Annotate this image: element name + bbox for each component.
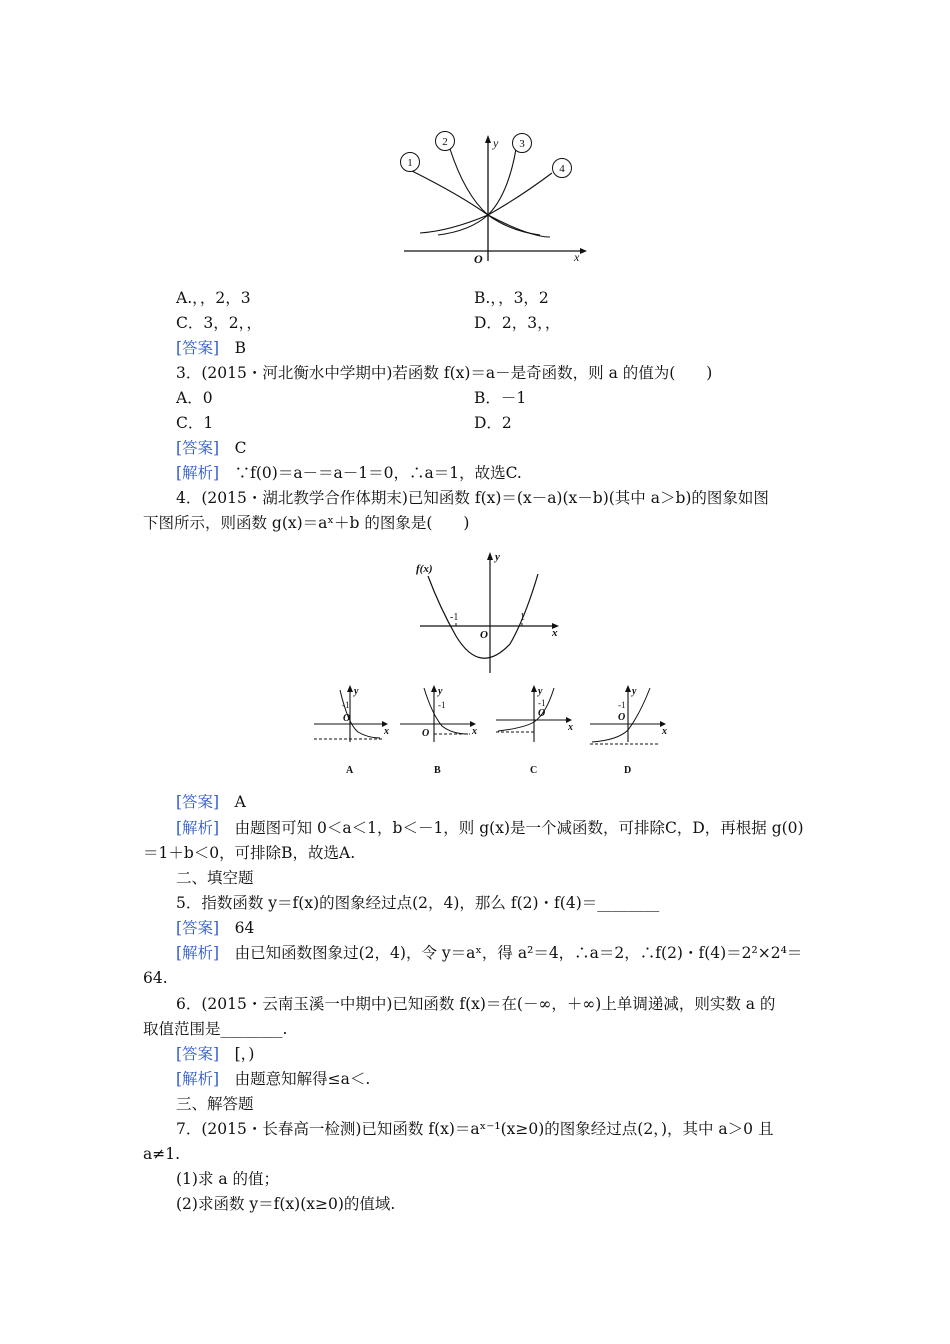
q6-analysis — [176, 1069, 370, 1089]
function-label: f(x) — [416, 563, 433, 575]
section-heading-solve: 三、解答题 — [176, 1095, 254, 1113]
svg-text:O: O — [538, 708, 546, 719]
svg-text:-1: -1 — [618, 700, 626, 710]
y-axis-label: y — [495, 551, 500, 563]
q3-option-b: B．－1 — [474, 389, 527, 407]
q5-analysis-line-1 — [176, 943, 802, 963]
choice-letter: A — [346, 765, 354, 776]
analysis-text: ∵f(0)＝a－＝a－1＝0，∴a＝1，故选C. — [234, 464, 522, 482]
q2-answer — [176, 338, 246, 358]
answer-tag: [答案] — [176, 1045, 220, 1063]
q2-option-d: D．2，3，， — [474, 314, 561, 332]
curve-3 — [438, 149, 516, 235]
svg-text:O: O — [618, 712, 626, 723]
answer-value: [，) — [234, 1045, 255, 1063]
origin-label: O — [480, 629, 488, 641]
svg-text:y: y — [354, 686, 359, 697]
curve-1 — [412, 171, 550, 237]
x-axis-label: x — [574, 250, 580, 264]
svg-text:x: x — [662, 726, 667, 737]
choice-letter: B — [434, 765, 441, 776]
svg-text:-1: -1 — [438, 700, 446, 710]
label-4-circle — [553, 159, 572, 178]
analysis-text: 由题意知解得≤a＜. — [234, 1070, 371, 1088]
svg-text:-1: -1 — [538, 698, 546, 708]
choice-graph-a — [310, 684, 392, 774]
q2-option-b: B.，，3，2 — [474, 289, 549, 307]
svg-text:x: x — [384, 726, 389, 737]
origin-label: O — [474, 252, 483, 266]
y-axis-arrow — [487, 552, 493, 560]
q3-analysis — [176, 463, 522, 483]
answer-value: 64 — [234, 919, 255, 937]
q2-option-a: A.，，2，3 — [176, 289, 251, 307]
answer-value: B — [234, 339, 247, 357]
analysis-tag: [解析] — [176, 944, 220, 962]
q2-option-c: C．3，2，， — [176, 314, 262, 332]
svg-text:x: x — [472, 726, 477, 737]
svg-text:x: x — [568, 722, 573, 733]
q3-answer — [176, 438, 247, 458]
answer-tag: [答案] — [176, 439, 220, 457]
q4-stem-line-2: 下图所示，则函数 g(x)＝aˣ＋b 的图象是( ) — [143, 514, 470, 532]
analysis-tag: [解析] — [176, 819, 220, 837]
answer-tag: [答案] — [176, 793, 220, 811]
q3-stem: 3．(2015・河北衡水中学期中)若函数 f(x)＝a－是奇函数，则 a 的值为( ) — [176, 364, 713, 382]
q6-stem-line-2: 取值范围是________. — [143, 1020, 288, 1038]
choice-graph-c — [494, 684, 576, 774]
analysis-text: 由已知函数图象过(2，4)，令 y＝aˣ，得 a²＝4，∴a＝2，∴f(2)・f(4)＝2²×2⁴＝ — [234, 944, 803, 962]
q5-analysis-line-2: 64. — [143, 969, 168, 987]
section-heading-fill-in: 二、填空题 — [176, 869, 254, 887]
choice-letter: D — [624, 765, 632, 776]
x-axis-label: x — [552, 627, 558, 639]
svg-text:-1: -1 — [342, 700, 350, 710]
q4-stem-line-1: 4．(2015・湖北教学合作体期末)已知函数 f(x)＝(x－a)(x－b)(其中 a＞b)的图象如图 — [176, 489, 769, 507]
y-axis-arrow — [485, 135, 491, 143]
label-3-circle — [513, 134, 532, 153]
label-2-text: 2 — [442, 136, 448, 148]
x-axis-arrow — [580, 248, 587, 254]
q3-option-a: A．0 — [176, 389, 213, 407]
answer-tag: [答案] — [176, 339, 220, 357]
answer-tag: [答案] — [176, 919, 220, 937]
exponential-curves-figure — [390, 125, 590, 265]
svg-text:y: y — [438, 686, 443, 697]
analysis-tag: [解析] — [176, 464, 220, 482]
svg-text:O: O — [343, 713, 351, 724]
label-4-text: 4 — [559, 163, 565, 175]
answer-value: A — [234, 793, 246, 811]
choice-letter: C — [530, 765, 538, 776]
svg-text:O: O — [422, 728, 430, 739]
svg-text:y: y — [538, 686, 543, 697]
tick-neg-one: -1 — [450, 612, 459, 623]
q6-answer — [176, 1044, 254, 1064]
answer-value: C — [234, 439, 247, 457]
q6-stem-line-1: 6．(2015・云南玉溪一中期中)已知函数 f(x)＝在(－∞，＋∞)上单调递减，则实数 a 的 — [176, 995, 776, 1013]
q7-part-2: (2)求函数 y＝f(x)(x≥0)的值域. — [176, 1195, 396, 1213]
q3-option-d: D．2 — [474, 414, 512, 432]
q4-answer — [176, 792, 246, 812]
label-1-text: 1 — [407, 157, 413, 169]
tick-pos-one: 1 — [520, 612, 525, 623]
y-axis-label: y — [493, 136, 499, 150]
choice-graph-b — [398, 684, 480, 774]
q3-option-c: C．1 — [176, 414, 214, 432]
choice-graph-d — [588, 684, 670, 774]
q5-answer — [176, 918, 254, 938]
q7-stem-line-1: 7．(2015・长春高一检测)已知函数 f(x)＝aˣ⁻¹(x≥0)的图象经过点(2，)，其中 a＞0 且 — [176, 1120, 774, 1138]
q4-analysis-line-1 — [176, 818, 804, 838]
analysis-text: 由题图可知 0＜a＜1，b＜－1，则 g(x)是一个减函数，可排除C，D，再根据 g(0) — [234, 819, 804, 837]
label-3-text: 3 — [519, 138, 525, 150]
q7-part-1: (1)求 a 的值； — [176, 1170, 280, 1188]
label-2-circle — [436, 132, 455, 151]
q7-stem-line-2: a≠1. — [143, 1145, 181, 1163]
svg-text:y: y — [632, 686, 637, 697]
curve-4 — [420, 173, 552, 233]
parabola-figure — [410, 548, 570, 678]
label-1-circle — [401, 153, 420, 172]
curve-2 — [450, 149, 540, 235]
q4-analysis-line-2: ＝1＋b＜0，可排除B，故选A. — [143, 844, 356, 862]
analysis-tag: [解析] — [176, 1070, 220, 1088]
q5-stem: 5．指数函数 y＝f(x)的图象经过点(2，4)，那么 f(2)・f(4)＝________ — [176, 894, 660, 912]
